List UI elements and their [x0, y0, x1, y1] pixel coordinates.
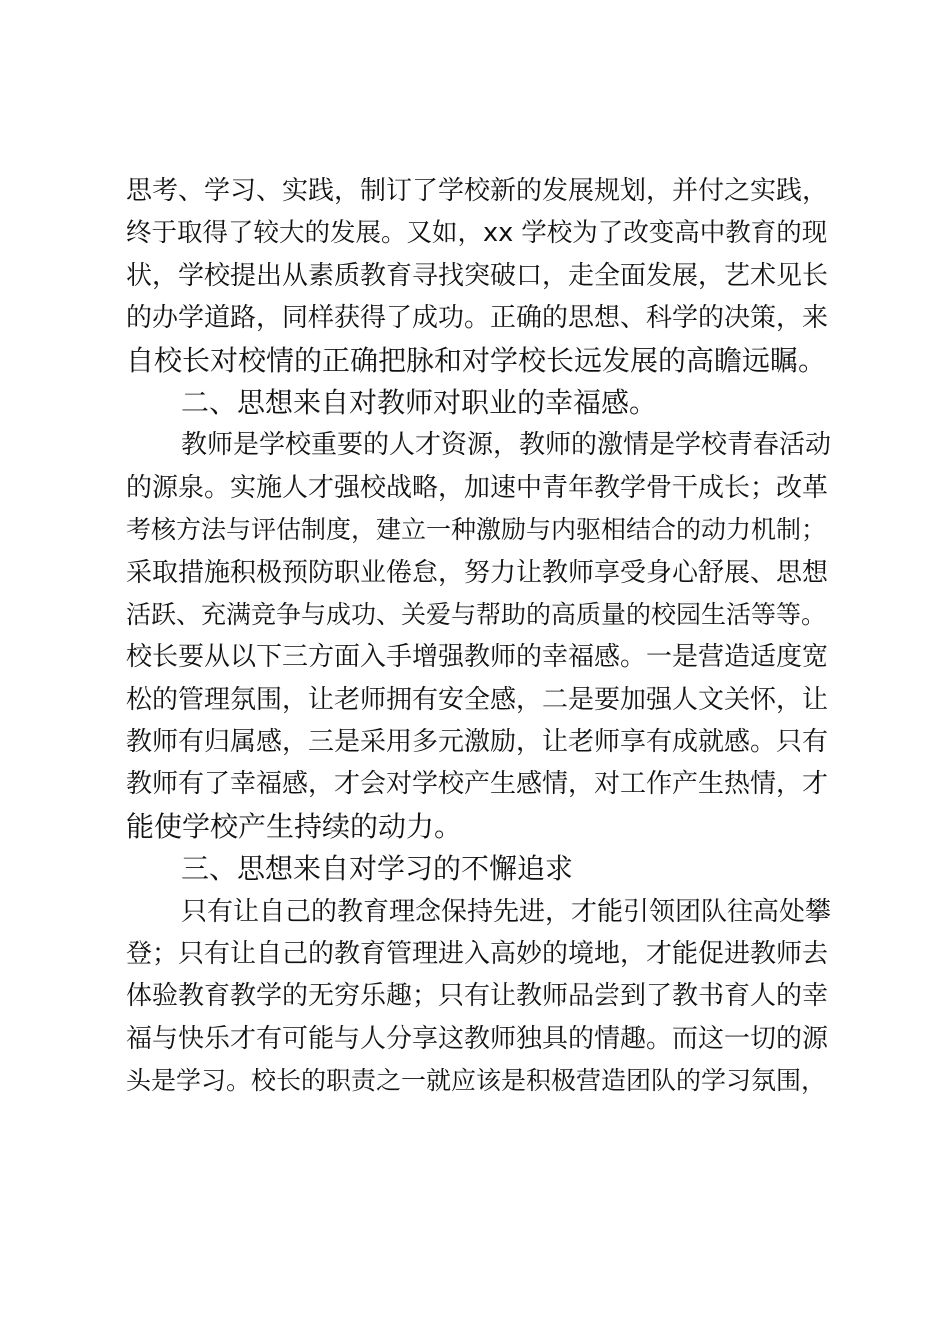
text-line: 教师有了幸福感，才会对学校产生感情，对工作产生热情，才	[126, 769, 829, 800]
text-line: 终于取得了较大的发展。又如，xx 学校为了改变高中教育的现	[126, 218, 828, 249]
text-line: 头是学习。校长的职责之一就应该是积极营造团队的学习氛围，	[126, 1066, 827, 1096]
text-line: 能使学校产生持续的动力。	[126, 809, 463, 843]
text-line: 松的管理氛围，让老师拥有安全感，二是要加强人文关怀，让	[126, 684, 829, 715]
text-line: 活跃、充满竞争与成功、关爱与帮助的高质量的校园生活等等。	[126, 599, 827, 629]
text-line: 校长要从以下三方面入手增强教师的幸福感。一是营造适度宽	[126, 642, 829, 673]
text-line: 采取措施积极预防职业倦怠，努力让教师享受身心舒展、思想	[126, 557, 829, 588]
document-body	[126, 170, 832, 1103]
section-heading: 二、思想来自对教师对职业的幸福感。	[181, 385, 658, 419]
text-line: 自校长对校情的正确把脉和对学校长远发展的高瞻远瞩。	[126, 343, 827, 377]
text-line: 教师是学校重要的人才资源，教师的激情是学校青春活动	[181, 430, 832, 461]
section-heading: 三、思想来自对学习的不懈追求	[181, 852, 574, 886]
text-line: 的办学道路，同样获得了成功。正确的思想、科学的决策，来	[126, 303, 829, 334]
text-line: 登；只有让自己的教育管理进入高妙的境地，才能促进教师去	[126, 939, 829, 970]
text-line: 状，学校提出从素质教育寻找突破口，走全面发展，艺术见长	[126, 260, 829, 291]
text-line: 教师有归属感，三是采用多元激励，让老师享有成就感。只有	[126, 727, 829, 758]
text-line: 的源泉。实施人才强校战略，加速中青年教学骨干成长；改革	[126, 472, 829, 503]
text-line: 体验教育教学的无穷乐趣；只有让教师品尝到了教书育人的幸	[126, 981, 829, 1012]
text-line: 福与快乐才有可能与人分享这教师独具的情趣。而这一切的源	[126, 1023, 829, 1054]
text-line: 考核方法与评估制度，建立一种激励与内驱相结合的动力机制；	[126, 515, 827, 545]
text-line: 只有让自己的教育理念保持先进，才能引领团队往高处攀	[181, 896, 832, 927]
text-line: 思考、学习、实践，制订了学校新的发展规划，并付之实践，	[126, 176, 829, 206]
